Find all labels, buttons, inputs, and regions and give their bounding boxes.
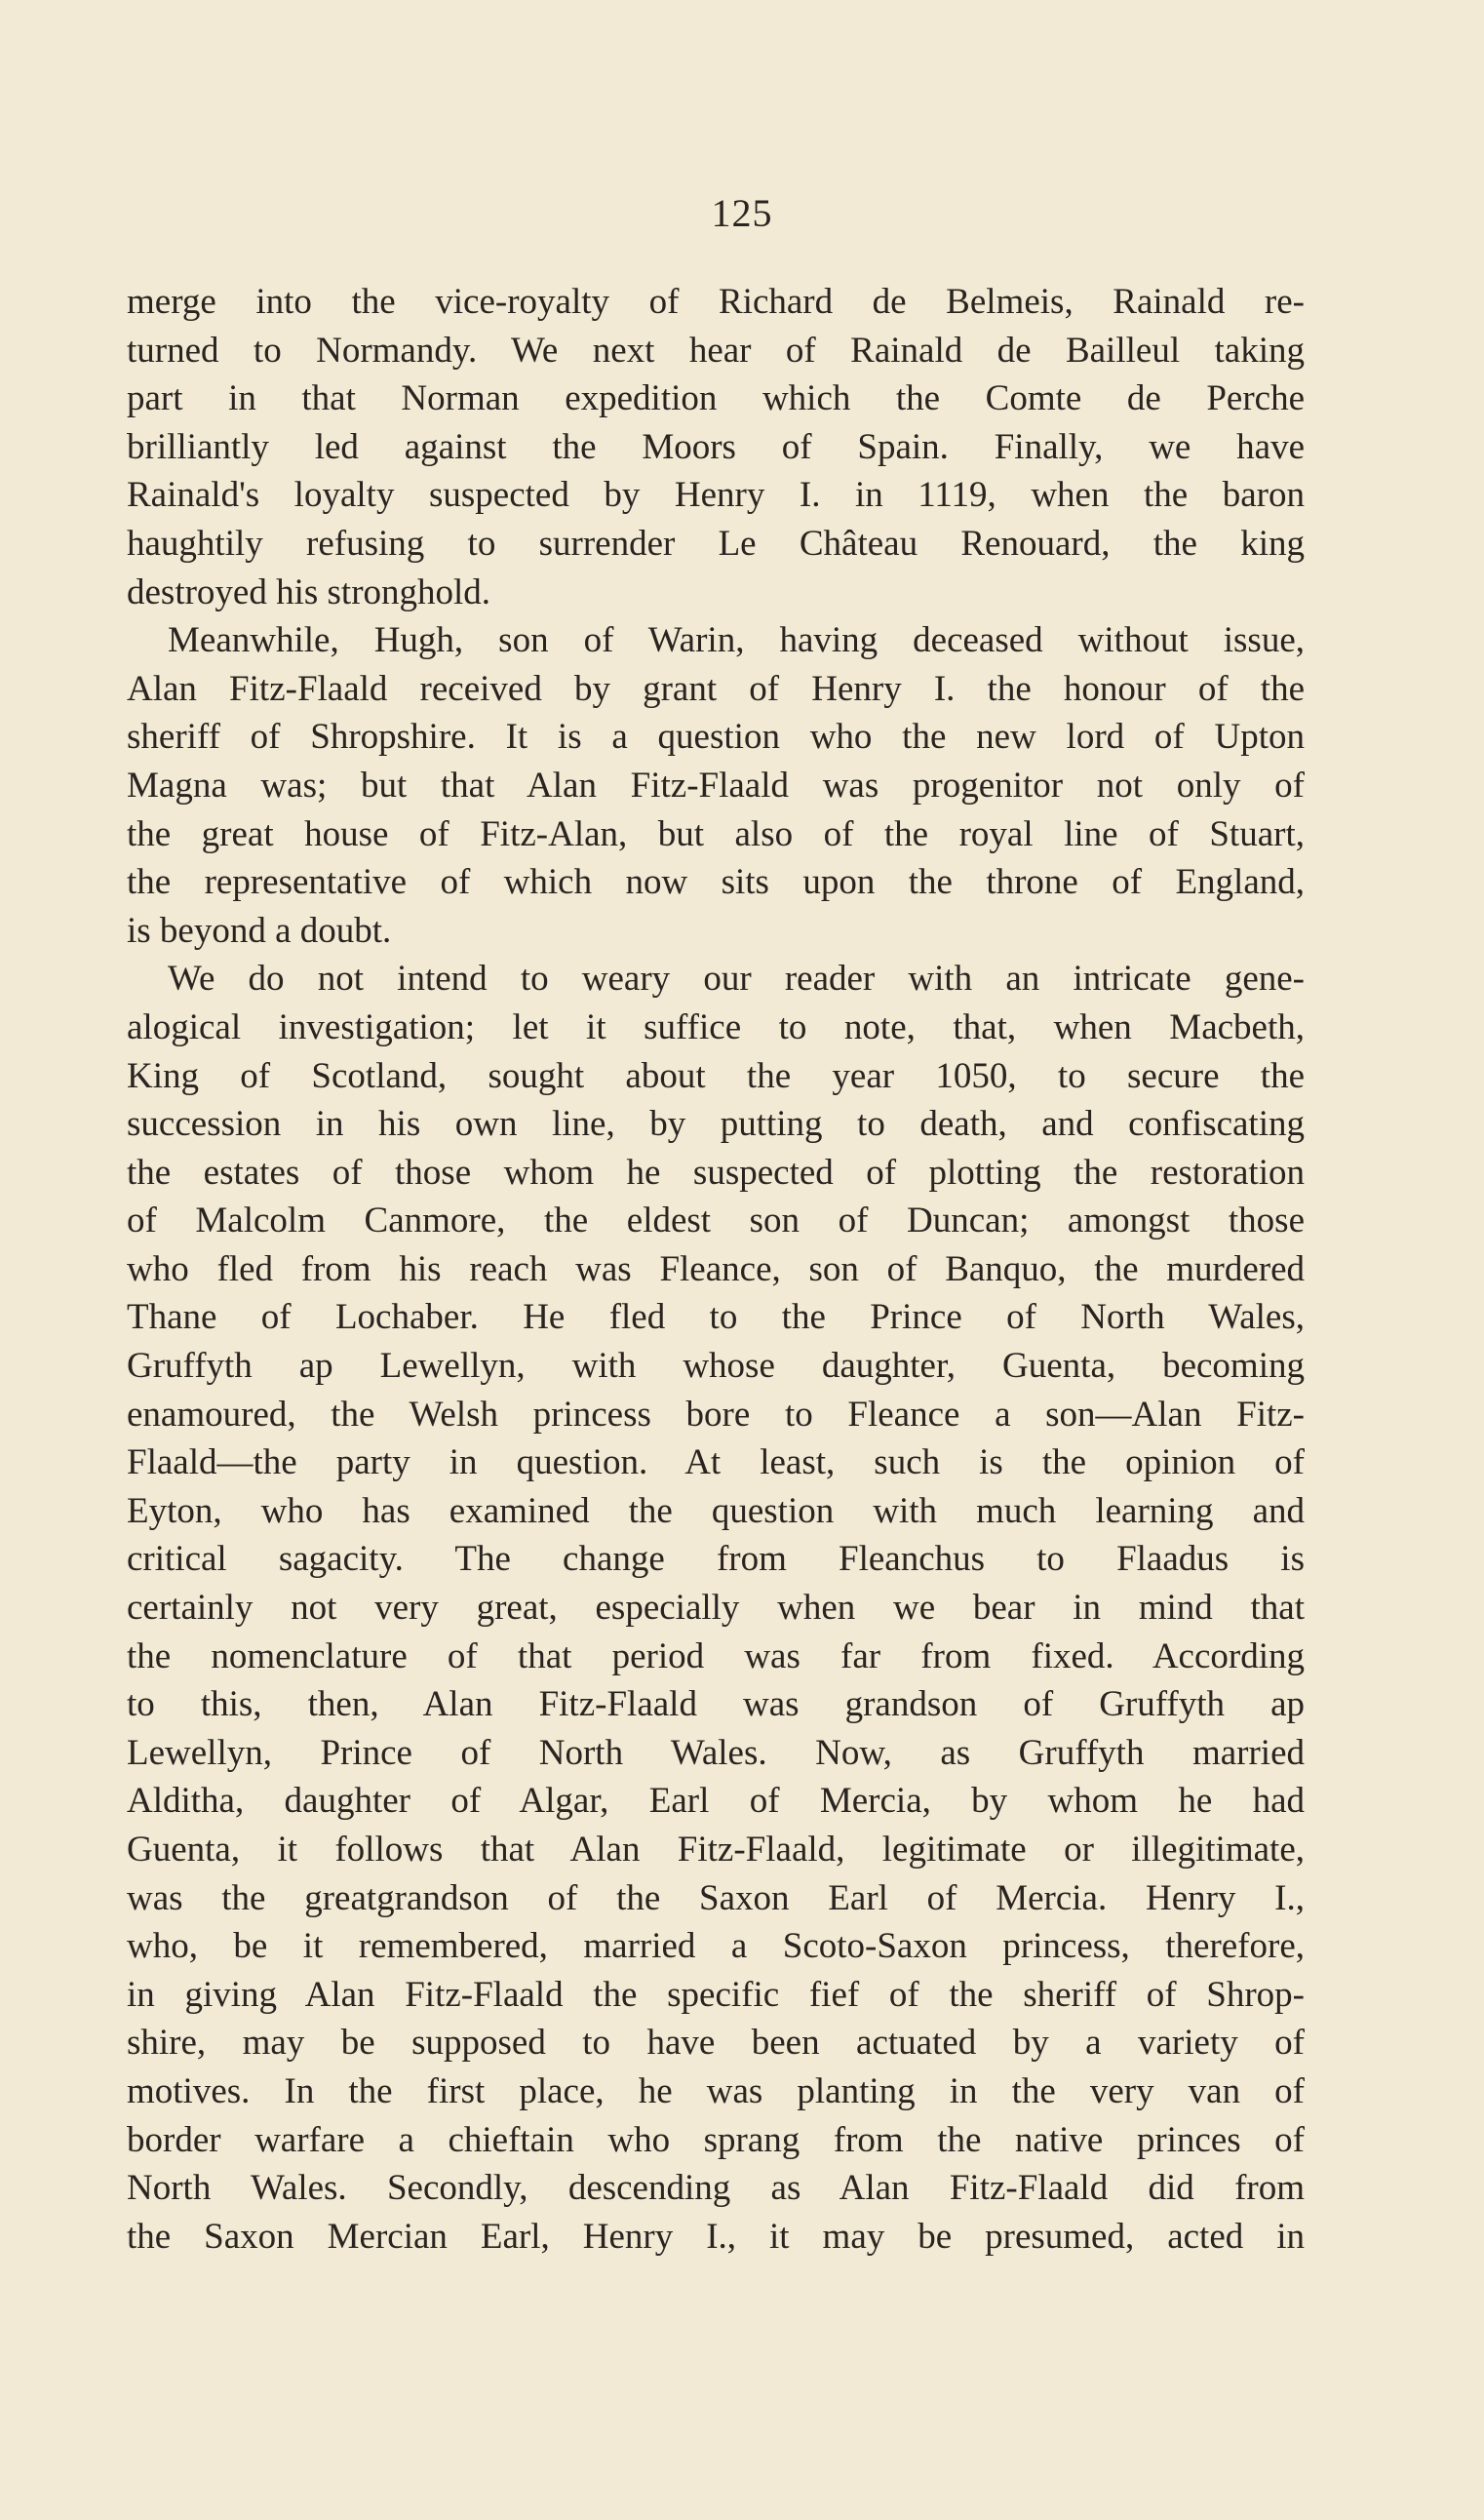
text-line: shire, may be supposed to have been actuated by a variety of	[127, 2023, 1305, 2064]
text-line: Guenta, it follows that Alan Fitz-Flaald, legitimate or illegitimate,	[127, 1830, 1305, 1870]
text-line: Meanwhile, Hugh, son of Warin, having deceased without issue,	[168, 620, 1305, 661]
text-line: alogical investigation; let it suffice to note, that, when Macbeth,	[127, 1006, 1305, 1047]
page-number: 125	[711, 191, 773, 235]
body-text	[127, 278, 1305, 2261]
text-line: in giving Alan Fitz-Flaald the specific fief of the sheriff of Shrop-	[127, 1974, 1305, 2015]
text-line: North Wales. Secondly, descending as Alan Fitz-Flaald did from	[127, 2168, 1305, 2209]
text-line: part in that Norman expedition which the Comte de Perche	[127, 378, 1305, 419]
text-line: Thane of Lochaber. He fled to the Prince of North Wales,	[127, 1297, 1305, 1338]
text-line: enamoured, the Welsh princess bore to Fleance a son—Alan Fitz-	[127, 1394, 1305, 1435]
text-line: border warfare a chieftain who sprang from the native princes of	[127, 2119, 1305, 2160]
text-line: brilliantly led against the Moors of Spain. Finally, we have	[127, 426, 1305, 467]
text-line: the representative of which now sits upon the throne of England,	[127, 862, 1305, 903]
text-line: motives. In the first place, he was planting in the very van of	[127, 2070, 1305, 2111]
text-line: the nomenclature of that period was far from fixed. According	[127, 1635, 1305, 1676]
text-line: who fled from his reach was Fleance, son of Banquo, the murdered	[127, 1248, 1305, 1289]
text-line: Rainald's loyalty suspected by Henry I. in 1119, when the baron	[127, 475, 1305, 516]
text-line: critical sagacity. The change from Fleanchus to Flaadus is	[127, 1539, 1305, 1580]
text-line: Alan Fitz-Flaald received by grant of Henry I. the honour of the	[127, 668, 1305, 709]
text-line: Alditha, daughter of Algar, Earl of Mercia, by whom he had	[127, 1781, 1305, 1822]
text-line: King of Scotland, sought about the year 1050, to secure the	[127, 1055, 1305, 1096]
text-line: Flaald—the party in question. At least, such is the opinion of	[127, 1442, 1305, 1483]
text-line: was the greatgrandson of the Saxon Earl of Mercia. Henry I.,	[127, 1877, 1305, 1918]
text-line: destroyed his stronghold.	[127, 571, 491, 612]
text-line: Eyton, who has examined the question with much learning and	[127, 1490, 1305, 1531]
text-line: succession in his own line, by putting to death, and confiscating	[127, 1104, 1305, 1145]
text-line: Magna was; but that Alan Fitz-Flaald was progenitor not only of	[127, 765, 1305, 806]
text-line: certainly not very great, especially when we bear in mind that	[127, 1588, 1305, 1629]
text-line: is beyond a doubt.	[127, 910, 392, 951]
text-line: turned to Normandy. We next hear of Rainald de Bailleul taking	[127, 330, 1305, 371]
text-line: Lewellyn, Prince of North Wales. Now, as Gruffyth married	[127, 1732, 1305, 1773]
text-line: the great house of Fitz-Alan, but also of the royal line of Stuart,	[127, 813, 1305, 854]
text-line: merge into the vice-royalty of Richard de Belmeis, Rainald re-	[127, 282, 1305, 322]
text-line: sheriff of Shropshire. It is a question who the new lord of Upton	[127, 717, 1305, 758]
text-line: the Saxon Mercian Earl, Henry I., it may be presumed, acted in	[127, 2216, 1305, 2257]
text-line: of Malcolm Canmore, the eldest son of Duncan; amongst those	[127, 1201, 1305, 1241]
text-line: We do not intend to weary our reader with an intricate gene-	[168, 959, 1305, 1000]
text-line: to this, then, Alan Fitz-Flaald was grandson of Gruffyth ap	[127, 1684, 1305, 1725]
text-line: who, be it remembered, married a Scoto-Saxon princess, therefore,	[127, 1926, 1305, 1967]
text-line: the estates of those whom he suspected of plotting the restoration	[127, 1152, 1305, 1193]
text-line: Gruffyth ap Lewellyn, with whose daughter, Guenta, becoming	[127, 1346, 1305, 1387]
text-line: haughtily refusing to surrender Le Château Renouard, the king	[127, 523, 1305, 564]
